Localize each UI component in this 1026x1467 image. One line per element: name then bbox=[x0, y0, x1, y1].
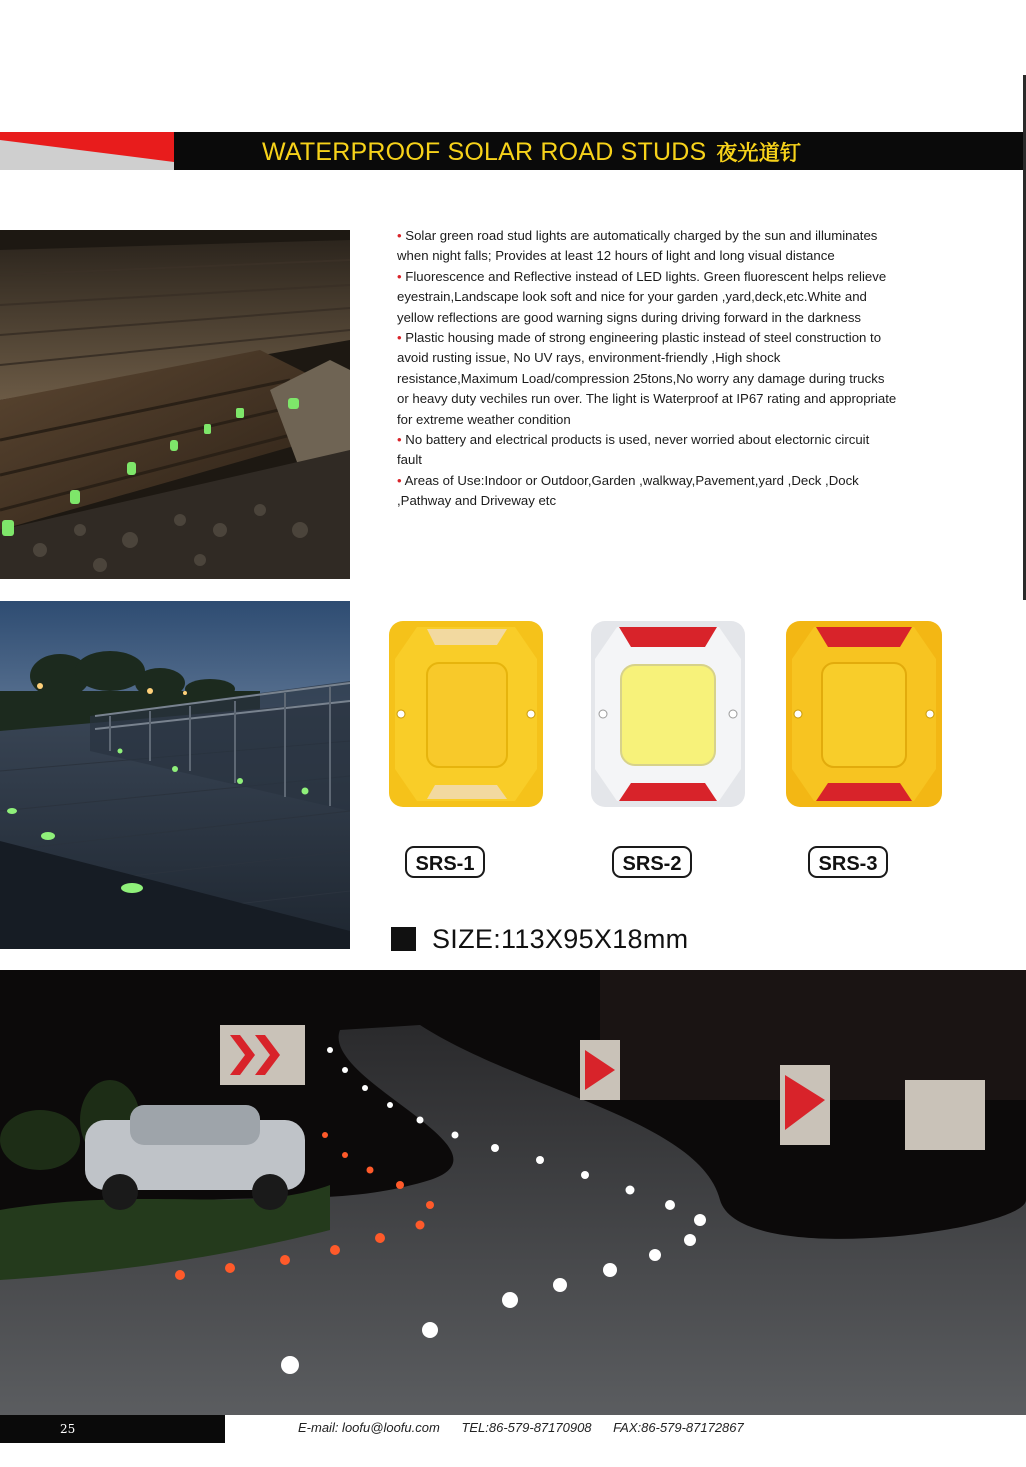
description-item: • Areas of Use:Indoor or Outdoor,Garden ,walkway,Pavement,yard ,Deck ,Dock ,Pathway and Driveway etc bbox=[397, 472, 859, 509]
footer-bar bbox=[0, 1415, 225, 1443]
page-number: 25 bbox=[60, 1422, 76, 1436]
bullet: • bbox=[397, 432, 402, 448]
product-description bbox=[397, 226, 897, 512]
product-image-srs-1 bbox=[387, 619, 545, 809]
model-label-srs-3: SRS-3 bbox=[808, 846, 888, 878]
title-cn: 夜光道钉 bbox=[716, 141, 802, 165]
product-image-srs-2 bbox=[589, 619, 747, 809]
footer-tel: TEL:86-579-87170908 bbox=[461, 1420, 592, 1435]
header-banner bbox=[0, 132, 1026, 172]
banner-accent bbox=[0, 132, 174, 170]
title-en: WATERPROOF SOLAR ROAD STUDS bbox=[262, 138, 707, 166]
bullet: • bbox=[397, 472, 402, 488]
page-title bbox=[262, 137, 801, 167]
description-item: • Fluorescence and Reflective instead of LED lights. Green fluorescent helps relieve eyestrain,Landscape look soft and nice for your garden ,yard,deck,etc.White and yellow reflections are good warning signs during driving forward in the darkness bbox=[397, 268, 887, 325]
product-image-srs-3 bbox=[784, 619, 944, 809]
description-item: • Plastic housing made of strong engineering plastic instead of steel construction to avoid rusting issue, No UV rays, environment-friendly ,High shock resistance,Maximum Load/compression 25tons,No worry any damage during trucks or heavy duty vechiles run over. The light is Waterproof at IP67 rating and appropriate for extreme weather condition bbox=[397, 330, 897, 427]
description-item: • Solar green road stud lights are automatically charged by the sun and illuminates when night falls; Provides at least 12 hours of light and long visual distance bbox=[397, 228, 878, 264]
model-label-srs-1: SRS-1 bbox=[405, 846, 485, 878]
road-night-photo bbox=[0, 970, 1026, 1415]
walkway-photo bbox=[0, 601, 350, 949]
size-marker-square bbox=[391, 927, 416, 951]
description-item: • No battery and electrical products is used, never worried about electornic circuit fault bbox=[397, 432, 870, 468]
footer-fax: FAX:86-579-87172867 bbox=[613, 1420, 744, 1435]
size-spec: SIZE:113X95X18mm bbox=[432, 924, 689, 954]
bullet: • bbox=[397, 330, 402, 346]
bullet: • bbox=[397, 228, 402, 243]
bullet: • bbox=[397, 268, 402, 284]
model-label-srs-2: SRS-2 bbox=[612, 846, 692, 878]
deck-photo bbox=[0, 230, 350, 579]
footer-email: E-mail: loofu@loofu.com bbox=[298, 1420, 440, 1435]
footer-contact bbox=[298, 1420, 762, 1435]
